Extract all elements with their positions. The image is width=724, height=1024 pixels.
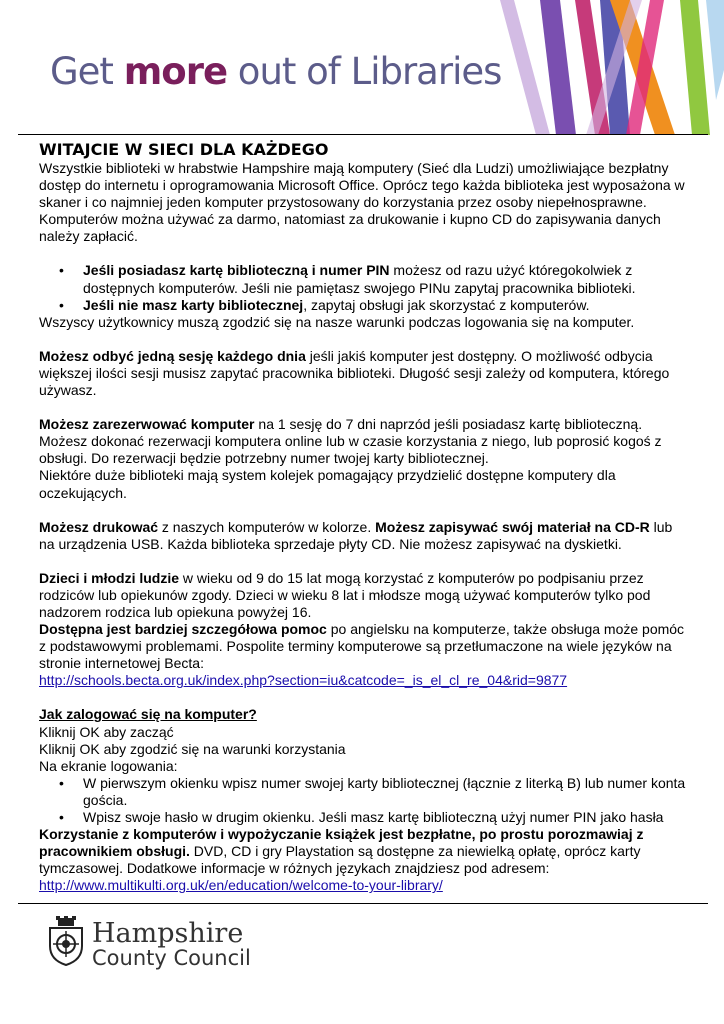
access-list (39, 262, 689, 313)
stripe (680, 0, 710, 135)
login-line: Kliknij OK aby zgodzić się na warunki korzystania (39, 740, 346, 757)
list-item: • Wpisz swoje hasło w drugim okienku. Jeśli masz kartę biblioteczną użyj numer PIN jako hasła (39, 809, 689, 826)
footer-org-name: Hampshire (92, 918, 244, 949)
list-item: • W pierwszym okienku wpisz numer swojej karty bibliotecznej (łącznie z literką B) lub numer konta gościa. (39, 775, 689, 809)
page-title: WITAJCIE W SIECI DLA KAŻDEGO (39, 140, 329, 159)
divider (18, 134, 708, 135)
login-heading: Jak zalogować się na komputer? (39, 706, 257, 723)
list-item: • Jeśli posiadasz kartę biblioteczną i numer PIN możesz od razu użyć któregokolwiek z dostępnych komputerów. Jeśli nie pamiętasz swojego PINu zapytaj pracownika biblioteki. (39, 262, 689, 296)
stripe (540, 0, 576, 135)
banner-title: Get more out of Libraries (50, 50, 502, 93)
document-body (39, 140, 689, 894)
session-paragraph: Możesz odbyć jedną sesję każdego dnia jeśli jakiś komputer jest dostępny. O możliwość odbycia większej ilości sesji musisz zapytać pracownika biblioteki. Długość sesji zależy od komputera, którego używasz. (39, 347, 670, 399)
divider (18, 903, 708, 904)
queue-paragraph: Niektóre duże biblioteki mają system kolejek pomagający przydzielić dostępne komputery dla oczekujących. (39, 467, 616, 501)
reserve-paragraph: Możesz zarezerwować komputer na 1 sesję do 7 dni naprzód jeśli posiadasz kartę biblioteczną. Możesz dokonać rezerwacji komputera online lub w czasie korzystania z niego, lub poprosić kogoś z obsługi. Do rezerwacji będzie potrzebny numer twojej karty bibliotecznej. (39, 416, 662, 467)
login-steps (39, 775, 689, 826)
stripe (706, 0, 724, 100)
banner (0, 0, 724, 135)
login-line: Kliknij OK aby zacząć (39, 723, 174, 740)
multikulti-link[interactable]: http://www.multikulti.org.uk/en/education/welcome-to-your-library/ (39, 877, 443, 894)
becta-link[interactable]: http://schools.becta.org.uk/index.php?section=iu&catcode=_is_el_cl_re_04&rid=9877 (39, 672, 568, 689)
closing-paragraph: Korzystanie z komputerów i wypożyczanie książek jest bezpłatne, po prostu porozmawiaj z pracownikiem obsługi. DVD, CD i gry Playstation są dostępne za niewielką opłatę, oprócz karty tymczasowej. Dodatkowe informacje w różnych językach znajdziesz pod adresem: (39, 826, 644, 877)
footer-org-subtitle: County Council (92, 946, 251, 970)
help-paragraph: Dostępna jest bardziej szczegółowa pomoc po angielsku na komputerze, także obsługa może pomóc z podstawowymi problemami. Pospolite terminy komputerowe są przetłumaczone na wiele języków na stronie internetowej Becta: (39, 621, 685, 672)
intro-paragraph: Wszystkie biblioteki w hrabstwie Hampshire mają komputery (Sieć dla Ludzi) umożliwiające bezpłatny dostęp do internetu i oprogramowania Microsoft Office. Oprócz tego każda biblioteka jest wyposażona w skaner i co najmniej jeden komputer przystosowany do korzystania przez osoby niepełnosprawne. Komputerów można używać za darmo, natomiast za drukowanie i kupno CD do zapisywania danych należy zapłacić. (39, 160, 685, 245)
decorative-stripes (480, 0, 724, 135)
kids-paragraph: Dzieci i młodzi ludzie w wieku od 9 do 15 lat mogą korzystać z komputerów po podpisaniu przez rodziców lub opiekunów zgody. Dzieci w wieku 8 lat i młodsze mogą używać komputerów tylko pod nadzorem rodzica lub opiekuna powyżej 16. (39, 569, 651, 620)
print-paragraph: Możesz drukować z naszych komputerów w kolorze. Możesz zapisywać swój materiał na CD-R lub na urządzenia USB. Każda biblioteka sprzedaje płyty CD. Nie możesz zapisywać na dyskietki. (39, 518, 673, 552)
login-line: Na ekranie logowania: (39, 757, 178, 774)
hampshire-crest-icon (46, 916, 86, 966)
list-item: • Jeśli nie masz karty bibliotecznej, zapytaj obsługi jak skorzystać z komputerów. (39, 297, 689, 314)
terms-paragraph: Wszyscy użytkownicy muszą zgodzić się na nasze warunki podczas logowania się na komputer. (39, 313, 635, 330)
